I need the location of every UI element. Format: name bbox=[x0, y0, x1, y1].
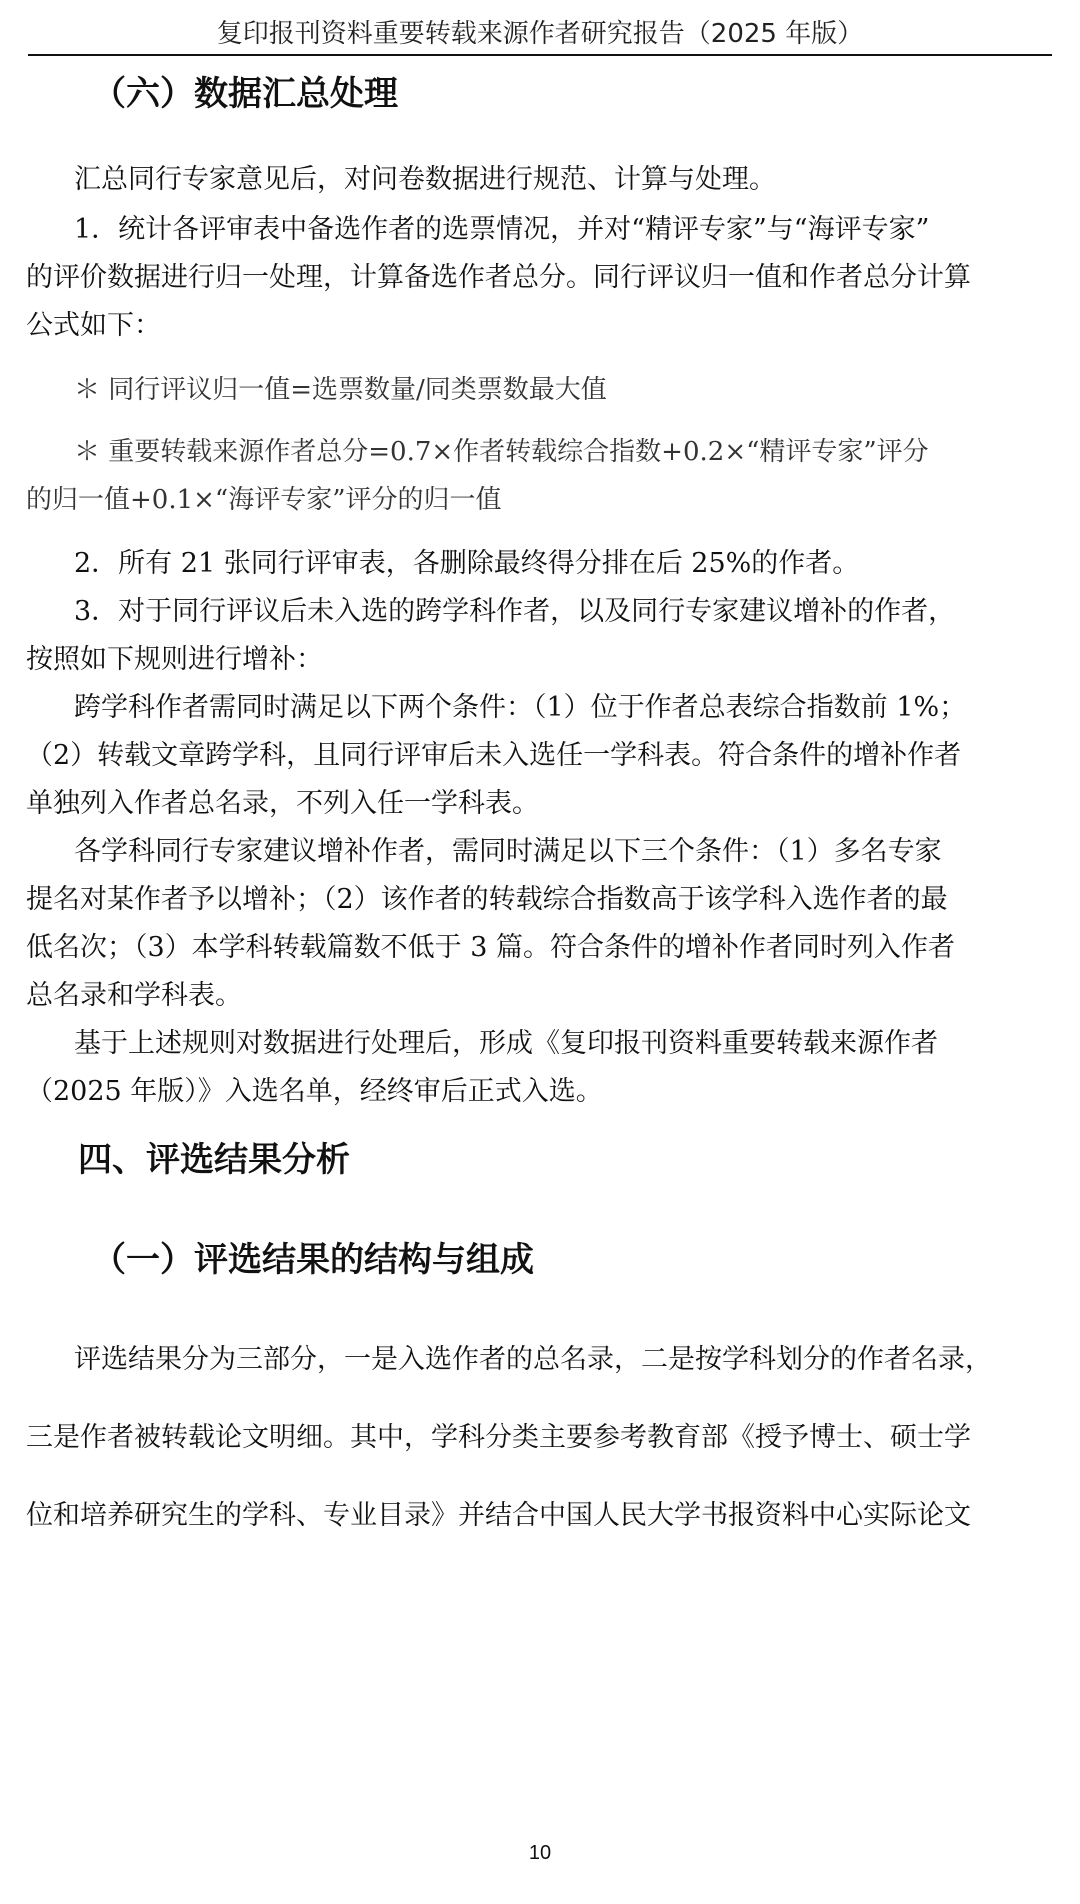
peer-rule-line-2: 提名对某作者予以增补；（2）该作者的转载综合指数高于该学科入选作者的最 bbox=[26, 884, 948, 915]
peer-rule-line-3: 低名次；（3）本学科转载篇数不低于 3 篇。符合条件的增补作者同时列入作者 bbox=[26, 932, 956, 963]
page-number: 10 bbox=[528, 1842, 552, 1864]
conclusion-line-1: 基于上述规则对数据进行处理后，形成《复印报刊资料重要转载来源作者 bbox=[74, 1028, 938, 1059]
item-3-line-2: 按照如下规则进行增补： bbox=[26, 644, 323, 675]
conclusion-line-2: （2025 年版）》入选名单，经终审后正式入选。 bbox=[26, 1076, 603, 1107]
results-line-3: 位和培养研究生的学科、专业目录》并结合中国人民大学书报资料中心实际论文 bbox=[26, 1500, 971, 1531]
intro-paragraph: 汇总同行专家意见后，对问卷数据进行规范、计算与处理。 bbox=[74, 164, 776, 195]
section-4-1-heading: （一）评选结果的结构与组成 bbox=[92, 1240, 534, 1280]
running-header: 复印报刊资料重要转载来源作者研究报告（2025 年版） bbox=[28, 14, 1052, 56]
results-line-2: 三是作者被转载论文明细。其中，学科分类主要参考教育部《授予博士、硕士学 bbox=[26, 1422, 971, 1453]
peer-rule-line-1: 各学科同行专家建议增补作者，需同时满足以下三个条件：（1）多名专家 bbox=[74, 836, 942, 867]
item-1-line-1: 1．统计各评审表中备选作者的选票情况，并对“精评专家”与“海评专家” bbox=[74, 214, 930, 245]
cross-discipline-rule-line-2: （2）转载文章跨学科，且同行评审后未入选任一学科表。符合条件的增补作者 bbox=[26, 740, 962, 771]
cross-discipline-rule-line-3: 单独列入作者总名录，不列入任一学科表。 bbox=[26, 788, 539, 819]
section-6-heading: （六）数据汇总处理 bbox=[92, 74, 398, 114]
item-1-line-2: 的评价数据进行归一处理，计算备选作者总分。同行评议归一值和作者总分计算 bbox=[26, 262, 971, 293]
formula-total-score-line-2: 的归一值+0.1×“海评专家”评分的归一值 bbox=[26, 485, 502, 515]
cross-discipline-rule-line-1: 跨学科作者需同时满足以下两个条件：（1）位于作者总表综合指数前 1%； bbox=[74, 692, 967, 723]
formula-total-score-line-1: ＊ 重要转载来源作者总分=0.7×作者转载综合指数+0.2×“精评专家”评分 bbox=[74, 437, 929, 467]
section-4-heading: 四、评选结果分析 bbox=[78, 1140, 350, 1180]
formula-normalized-score: ＊ 同行评议归一值=选票数量/同类票数最大值 bbox=[74, 375, 607, 405]
item-1-line-3: 公式如下： bbox=[26, 310, 161, 341]
results-line-1: 评选结果分为三部分，一是入选作者的总名录，二是按学科划分的作者名录， bbox=[74, 1344, 992, 1375]
item-2-paragraph: 2．所有 21 张同行评审表，各删除最终得分排在后 25%的作者。 bbox=[74, 548, 860, 579]
peer-rule-line-4: 总名录和学科表。 bbox=[26, 980, 242, 1011]
item-3-line-1: 3．对于同行评议后未入选的跨学科作者，以及同行专家建议增补的作者， bbox=[74, 596, 956, 627]
